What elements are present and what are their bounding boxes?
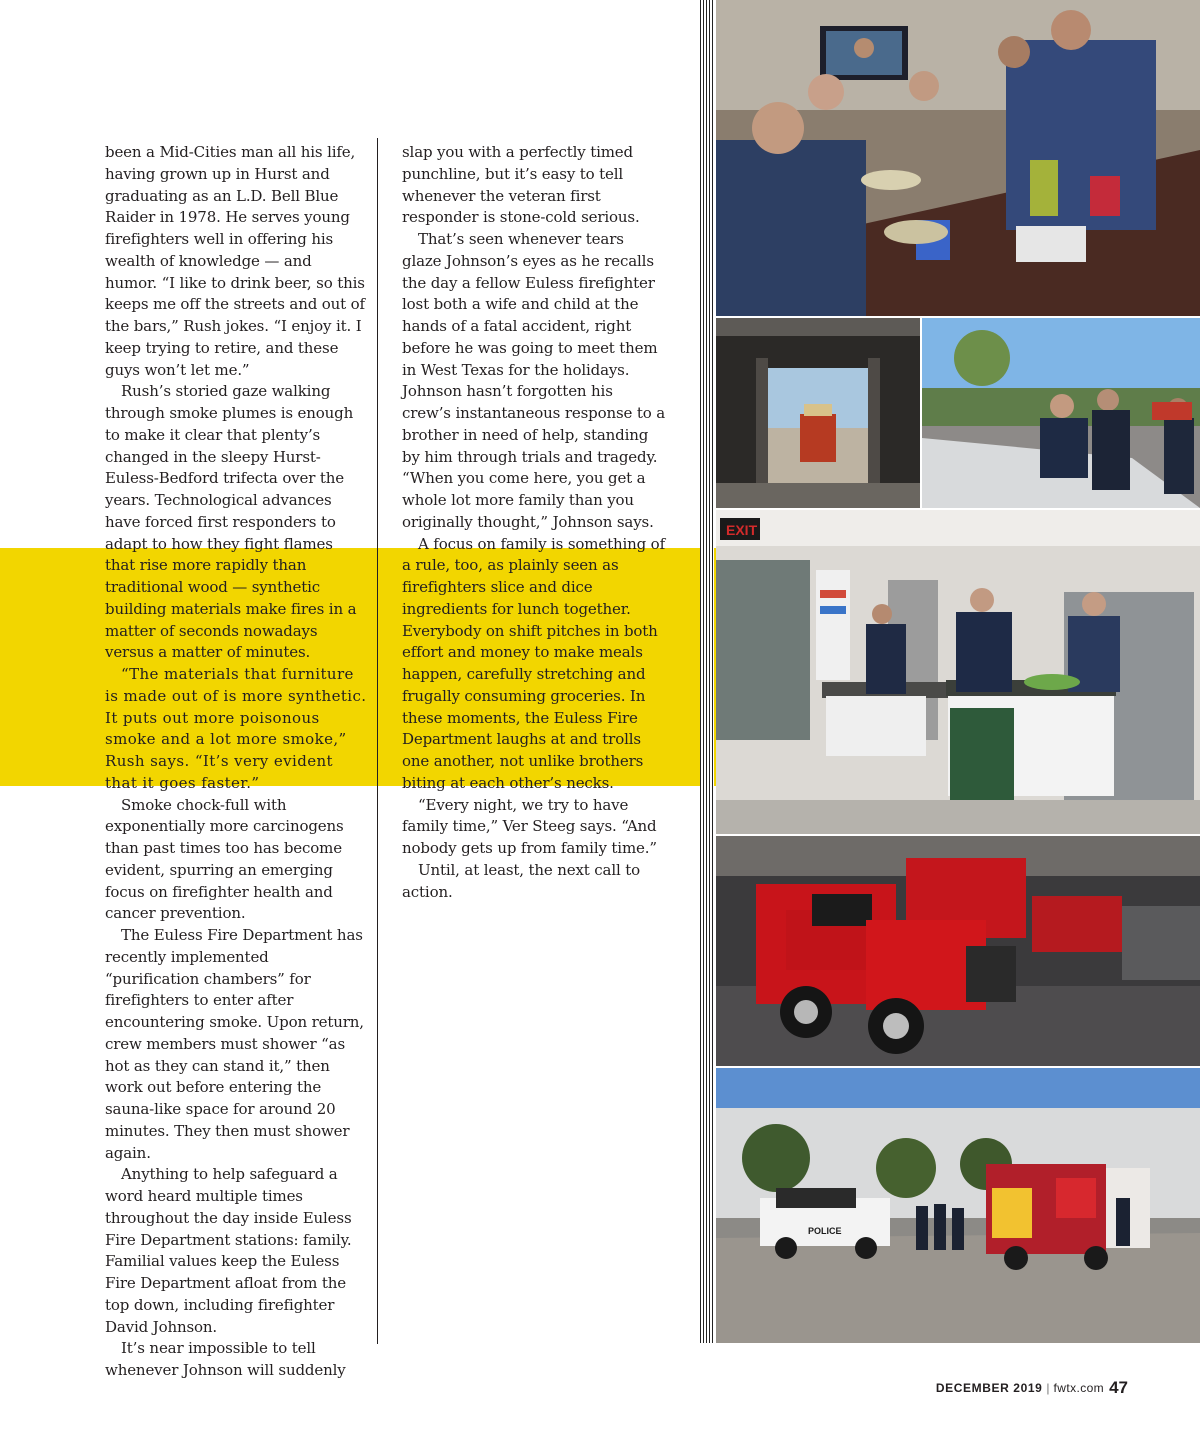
photo-fire-trucks: [716, 836, 1200, 1066]
pull-quote-paragraph: “The materials that furniture is made out of is more synthetic. It puts out more poisonous smoke and a lot more smoke,” Rush says. “It’s very evident that it goes faster.”: [105, 665, 367, 792]
police-text: POLICE: [808, 1226, 842, 1236]
photo-crew-lunch: [716, 0, 1200, 316]
photo-firefighters-outside: [922, 318, 1200, 508]
website: fwtx.com: [1053, 1381, 1105, 1395]
article-column-2: [402, 142, 666, 903]
page-footer: [936, 1378, 1128, 1398]
paragraph: It’s near impossible to tell whenever Johnson will suddenly: [105, 1339, 346, 1379]
paragraph: That’s seen whenever tears glaze Johnson’s eyes as he recalls the day a fellow Euless firefighter lost both a wife and child at the hands of a fatal accident, right before he was going to meet them in West Texas for the holidays. Johnson hasn’t forgotten his crew’s instantaneous response to a brother in need of help, standing by him through trials and tragedy. “When you come here, you get a whole lot more family than you originally thought,” Johnson says.: [402, 230, 666, 531]
photo-station-kitchen: [716, 510, 1200, 834]
exit-sign-text: EXIT: [726, 522, 758, 538]
issue-date: DECEMBER 2019: [935, 1381, 1043, 1395]
paragraph: slap you with a perfectly timed punchline, but it’s easy to tell whenever the veteran first responder is stone-cold serious.: [402, 143, 640, 227]
paragraph: been a Mid-Cities man all his life, having grown up in Hurst and graduating as an L.D. Bell Blue Raider in 1978. He serves young firefighters well in offering his wealth of knowledge — and humor. “I like to drink beer, so this keeps me off the streets and out of the bars,” Rush jokes. “I enjoy it. I keep trying to retire, and these guys won’t let me.”: [105, 143, 365, 379]
decorative-stripes: [700, 0, 714, 1343]
paragraph: A focus on family is something of a rule, too, as plainly seen as firefighters slice and dice ingredients for lunch together. Everybody on shift pitches in both effort and money to make meals happen, carefully stretching and frugally consuming groceries. In these moments, the Euless Fire Department laughs at and trolls one another, not unlike brothers biting at each other’s necks.: [402, 534, 665, 792]
paragraph: The Euless Fire Department has recently implemented “purification chambers” for firefighters to enter after encountering smoke. Upon return, crew members must shower “as hot as they can stand it,” then work out before entering the sauna-like space for around 20 minutes. They then must shower again.: [105, 926, 364, 1162]
paragraph: Rush’s storied gaze walking through smoke plumes is enough to make it clear that plenty’s changed in the sleepy Hurst-Euless-Bedford trifecta over the years. Technological advances have forced first responders to adapt to how they fight flames that rise more rapidly than traditional wood — synthetic building materials make fires in a matter of seconds nowadays versus a matter of minutes.: [105, 382, 357, 662]
footer-separator: |: [1046, 1381, 1050, 1395]
paragraph: Smoke chock-full with exponentially more carcinogens than past times too has become evident, spurring an emerging focus on firefighter health and cancer prevention.: [105, 795, 344, 923]
paragraph: Anything to help safeguard a word heard multiple times throughout the day inside Euless Fire Department stations: family. Familial values keep the Euless Fire Department afloat from the top down, including firefighter David Johnson.: [105, 1165, 352, 1336]
column-divider: [377, 138, 378, 1344]
page-number: 47: [1109, 1378, 1128, 1397]
paragraph: Until, at least, the next call to action.: [402, 860, 641, 901]
photo-ambulance-police: [716, 1068, 1200, 1343]
paragraph: “Every night, we try to have family time,” Ver Steeg says. “And nobody gets up from family time.”: [402, 795, 657, 857]
photo-station-bay: [716, 318, 920, 508]
article-column-1: [105, 142, 367, 1382]
